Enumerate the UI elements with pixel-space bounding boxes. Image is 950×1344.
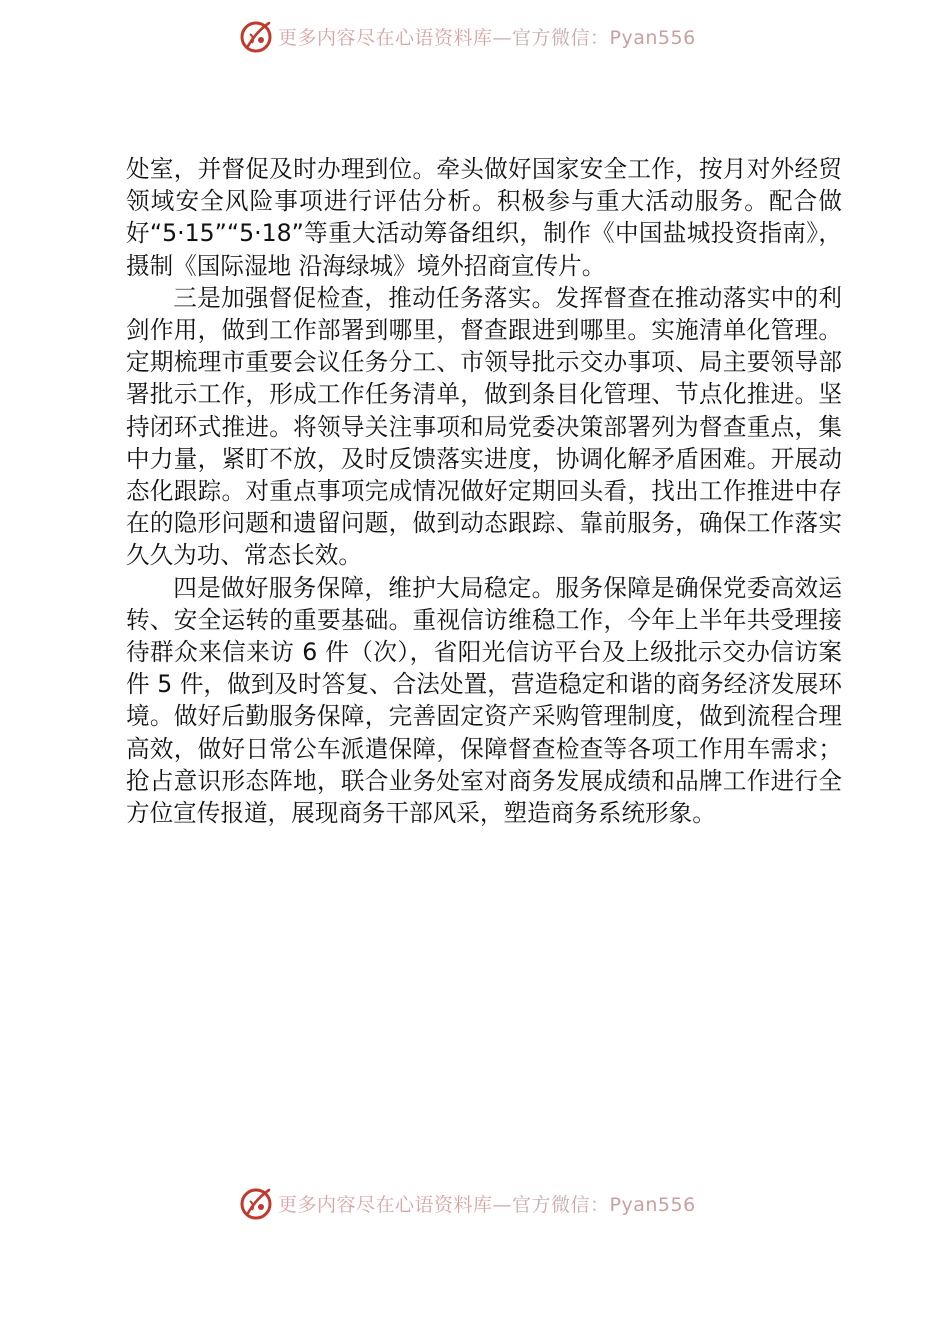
banner-wechat-id: Pyan556	[609, 26, 696, 49]
banner-wechat-label: 官方微信：	[512, 1193, 610, 1216]
banner-text	[278, 23, 696, 50]
banner-main: 更多内容尽在心语资料库	[278, 26, 493, 49]
banner-separator: —	[492, 26, 513, 49]
banner-wechat-label: 官方微信：	[512, 26, 610, 49]
paragraph-2-text: 发挥督查在推动落实中的利剑作用，做到工作部署到哪里，督查跟进到哪里。实施清单化管理。定期梳理市重要会议任务分工、市领导批示交办事项、局主要领导部署批示工作，形成工作任务清单，做到条目化管理、节点化推进。坚持闭环式推进。将领导关注事项和局党委决策部署列为督查重点，集中力量，紧盯不放，及时反馈落实进度，协调化解矛盾困难。开展动态化跟踪。对重点事项完成情况做好定期回头看，找出工作推进中存在的隐形问题和遗留问题，做到动态跟踪、靠前服务，确保工作落实久久为功、常态长效。	[126, 283, 843, 570]
footer-banner	[238, 1183, 696, 1223]
paragraph-2-lead: 三是加强督促检查，推动任务落实。	[173, 283, 556, 312]
paragraph-2	[126, 282, 842, 572]
header-banner	[238, 16, 696, 56]
banner-separator: —	[492, 1193, 513, 1216]
paragraph-1-text: 处室，并督促及时办理到位。牵头做好国家安全工作，按月对外经贸领域安全风险事项进行评估分析。积极参与重大活动服务。配合做好“5·15”“5·18”等重大活动筹备组织，制作《中国盐城投资指南》，摄制《国际湿地 沿海绿城》境外招商宣传片。	[126, 155, 842, 280]
document-body	[126, 153, 842, 829]
paragraph-3-lead: 四是做好服务保障，维护大局稳定。	[173, 573, 556, 602]
banner-text	[278, 1190, 696, 1217]
paragraph-3	[126, 572, 842, 830]
banner-main: 更多内容尽在心语资料库	[278, 1193, 493, 1216]
brush-circle-logo-icon	[238, 18, 274, 54]
paragraph-3-text: 服务保障是确保党委高效运转、安全运转的重要基础。重视信访维稳工作，今年上半年共受理接待群众来信来访 6 件（次），省阳光信访平台及上级批示交办信访案件 5 件，做到及时答复、合法处置，营造稳定和谐的商务经济发展环境。做好后勤服务保障，完善固定资产采购管理制度，做到流程合理高效，做好日常公车派遣保障，保障督查检查等各项工作用车需求；抢占意识形态阵地，联合业务处室对商务发展成绩和品牌工作进行全方位宣传报道，展现商务干部风采，塑造商务系统形象。	[126, 573, 843, 828]
brush-circle-logo-icon	[238, 1185, 274, 1221]
paragraph-1	[126, 153, 842, 282]
banner-wechat-id: Pyan556	[609, 1193, 696, 1216]
